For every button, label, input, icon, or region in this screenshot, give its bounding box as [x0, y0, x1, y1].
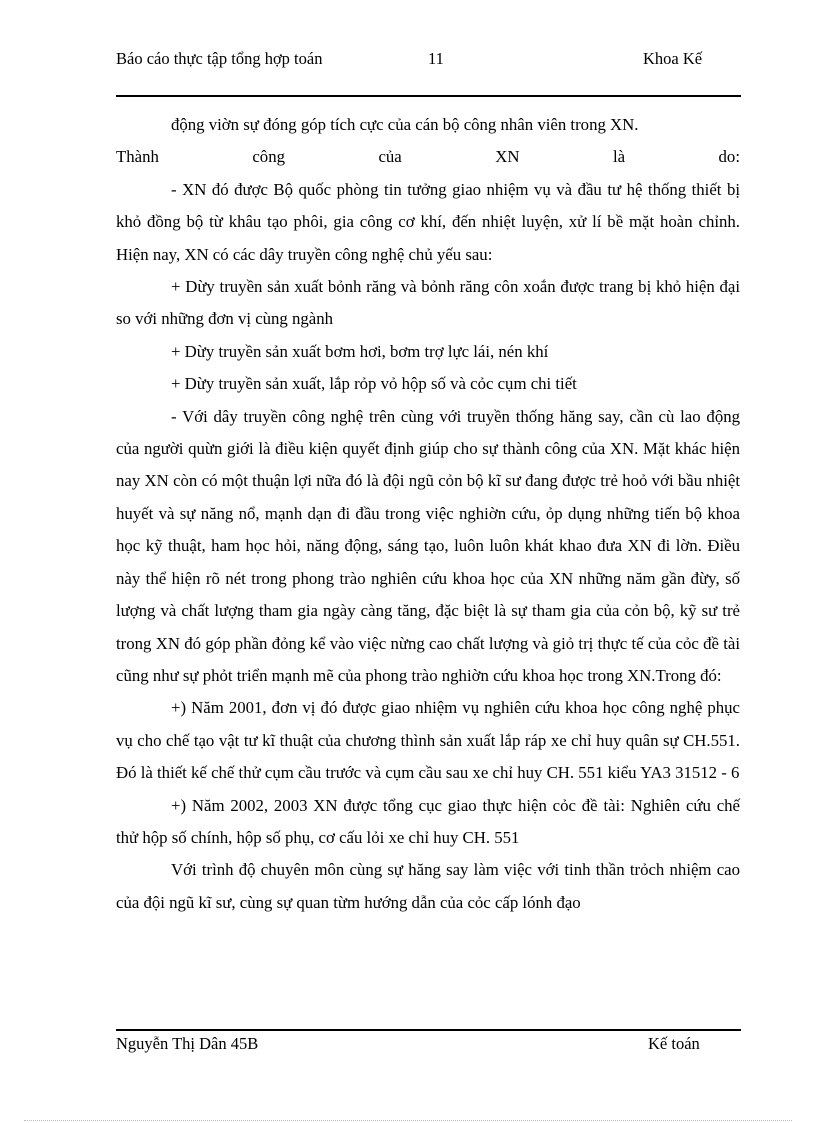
paragraph: - Với dây truyền công nghệ trên cùng với truyền thống hăng say, cần cù lao động của người quừn giới là điều kiện quyết định giúp cho sự thành công của XN. Mặt khác hiện nay XN còn có một thuận lợi nữa đó là đội ngũ cỏn bộ kĩ sư đang được trẻ hoỏ với bầu nhiệt huyết và sự năng nổ, mạnh dạn đi đầu trong việc nghiờn cứu, ỏp dụng những tiến bộ khoa học kỹ thuật, ham học hỏi, năng động, sáng tạo, luôn luôn khát khao đưa XN đi lờn. Điều này thể hiện rõ nét trong phong trào nghiên cứu khoa học của XN những năm gần đừy, số lượng và chất lượng tham gia ngày càng tăng, đặc biệt là sự tham gia của cỏn bộ, kỹ sư trẻ trong XN đó góp phần đỏng kể vào việc nừng cao chất lượng và giỏ trị thực tế của cỏc đề tài cũng như sự phỏt triển mạnh mẽ của phong trào nghiờn cứu khoa học trong XN.Trong đó: [116, 406, 740, 685]
page-bottom-edge [24, 1120, 792, 1121]
paragraph: +) Năm 2002, 2003 XN được tổng cục giao thực hiện cỏc đề tài: Nghiên cứu chế thử hộp số chính, hộp số phụ, cơ cấu lỏi xe chỉ huy CH. 551 [116, 795, 740, 847]
paragraph: +) Năm 2001, đơn vị đó được giao nhiệm vụ nghiên cứu khoa học công nghệ phục vụ cho chế tạo vật tư kĩ thuật của chương thình sản xuất lắp ráp xe chỉ huy quân sự CH.551. Đó là thiết kế chế thử cụm cầu trước và cụm cầu sau xe chỉ huy CH. 551 kiểu YA3 31512 - 6 [116, 698, 740, 783]
footer-department: Kế toán [648, 1034, 700, 1053]
header-divider [116, 95, 741, 97]
paragraph: động viờn sự đóng góp tích cực của cán bộ công nhân viên trong XN. [171, 115, 639, 134]
header-department: Khoa Kế [643, 49, 703, 68]
paragraph: + Dừy truyền sản xuất, lắp rỏp vỏ hộp số và cỏc cụm chi tiết [171, 374, 577, 394]
paragraph: Thành công của XN là do: [116, 147, 740, 167]
footer-author: Nguyễn Thị Dân 45B [116, 1034, 259, 1053]
document-body [116, 109, 740, 919]
paragraph: Với trình độ chuyên môn cùng sự hăng say làm việc với tinh thần trỏch nhiệm cao của đội ngũ kĩ sư, cùng sự quan từm hướng dẫn của cỏc cấp lónh đạo [116, 860, 740, 912]
paragraph: - XN đó được Bộ quốc phòng tin tưởng giao nhiệm vụ và đầu tư hệ thống thiết bị khỏ đồng bộ từ khâu tạo phôi, gia công cơ khí, đến nhiệt luyện, xử lí bề mặt hoàn chỉnh. Hiện nay, XN có các dây truyền công nghệ chủ yếu sau: [116, 179, 740, 264]
footer-divider [116, 1029, 741, 1031]
header-report-title: Báo cáo thực tập tổng hợp toán [116, 49, 323, 68]
page-header [116, 48, 740, 94]
page-number: 11 [428, 49, 444, 68]
paragraph: + Dừy truyền sản xuất bơm hơi, bơm trợ lực lái, nén khí [171, 341, 549, 361]
paragraph: + Dừy truyền sản xuất bỏnh răng và bỏnh răng côn xoắn được trang bị khỏ hiện đại so với những đơn vị cùng ngành [116, 277, 740, 329]
